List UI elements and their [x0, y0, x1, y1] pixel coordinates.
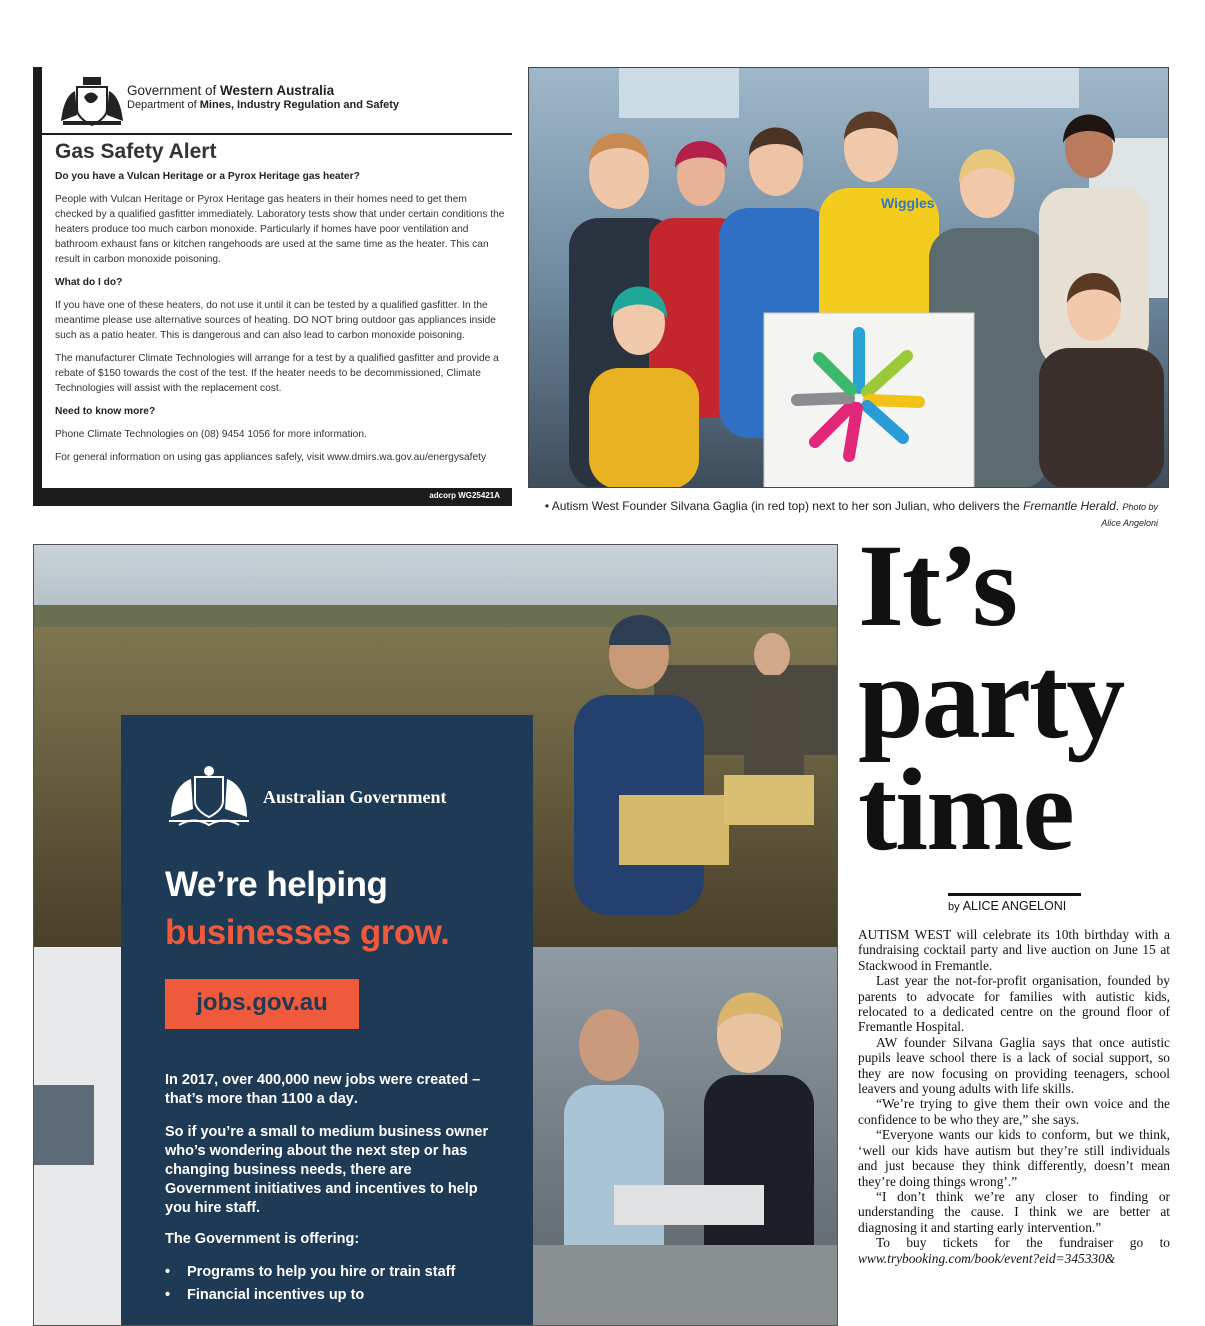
gas-paragraph: The manufacturer Climate Technologies will arrange for a test by a qualified gasfitter and provide a rebate of $150 towards the cost of the test. If the heater needs to be decommissioned, Climate Technologies will assist with the replacement cost. [55, 353, 499, 394]
ad-code: adcorp WG25421A [429, 491, 500, 500]
jobs-headline-white: We’re helping [165, 865, 388, 904]
article-paragraph: “We’re trying to give them their own voice and the confidence to be who they are,” she says. [858, 1096, 1170, 1127]
ticket-link[interactable]: www.trybooking.com/book/event?eid=345330& [858, 1250, 1116, 1266]
wa-government-name: Government of Western Australia [127, 83, 335, 98]
gas-alert-title: Gas Safety Alert [55, 140, 217, 163]
australian-government-name: Australian Government [263, 787, 447, 807]
article-paragraph: Last year the not-for-profit organisation, founded by parents to advocate for families with autistic kids, relocated to a dedicated centre on the ground floor of Fremantle Hospital. [858, 973, 1170, 1035]
gas-website-info: For general information on using gas appliances safely, visit www.dmirs.wa.gov.au/energysafety [55, 452, 487, 463]
gas-phone-info: Phone Climate Technologies on (08) 9454 1056 for more information. [55, 429, 367, 440]
wa-coat-of-arms-icon [57, 75, 127, 129]
gas-paragraph: People with Vulcan Heritage or Pyrox Heritage gas heaters in their homes need to get them checked by a qualified gasfitter immediately. Laboratory tests show that under certain conditions the heaters produce too much carbon monoxide. Particularly if homes have poor ventilation and bathroom exhaust fans or kitchen rangehoods are used at the same time as the heater. This can result in carbon monoxide poisoning. [55, 194, 505, 265]
wa-department-name: Department of Mines, Industry Regulation and Safety [127, 99, 400, 111]
jobs-ad-panel [121, 715, 533, 1326]
article-paragraph: AUTISM WEST will celebrate its 10th birthday with a fundraising cocktail party and live auction on June 15 at Stackwood in Fremantle. [858, 927, 1170, 973]
group-photo [528, 67, 1169, 488]
article-paragraph: “Everyone wants our kids to conform, but we think, ‘well our kids have autism but they’re still individuals and just because they think differently, doesn’t mean they’re doing things wrong’.” [858, 1127, 1170, 1189]
article-paragraph: To buy tickets for the fundraiser go to www.trybooking.com/book/event?eid=345330& [858, 1235, 1170, 1266]
article-paragraph: “I don’t think we’re any closer to finding or understanding the cause. I think we are better at diagnosing it and starting early intervention.” [858, 1188, 1170, 1235]
photo-caption: • Autism West Founder Silvana Gaglia (in red top) next to her son Julian, who delivers the Fremantle Herald. Photo by Alice Angeloni [544, 499, 1158, 528]
list-item: • Financial incentives up to [165, 1287, 365, 1303]
list-item: • Programs to help you hire or train staff [165, 1264, 456, 1280]
group-photo-illustration [529, 68, 1169, 488]
ad-left-bar [33, 67, 42, 506]
jobs-url-box [165, 979, 359, 1029]
jobs-url: jobs.gov.au [196, 989, 328, 1016]
gas-question-heater: Do you have a Vulcan Heritage or a Pyrox Heritage gas heater? [55, 171, 360, 182]
gas-ad-body [55, 139, 505, 473]
jobs-offer-list [165, 1263, 465, 1309]
australian-coat-of-arms-icon [165, 763, 253, 829]
jobs-offer-heading: The Government is offering: [165, 1231, 360, 1247]
gas-paragraph: If you have one of these heaters, do not use it until it can be tested by a qualified gasfitter. In the meantime please use alternative sources of heating. DO NOT bring outdoor gas appliances inside such as a patio heater. This is dangerous and can also lead to carbon monoxide poisoning. [55, 300, 496, 341]
jobs-stat: In 2017, over 400,000 new jobs were created – that’s more than 1100 a day. [165, 1072, 481, 1107]
gas-question-what-to-do: What do I do? [55, 277, 123, 288]
article-body [858, 927, 1170, 1266]
article-headline: It’s party time [858, 520, 1124, 875]
ad-header-rule [42, 133, 512, 135]
jobs-headline-orange: businesses grow. [165, 913, 450, 952]
jobs-paragraph: So if you’re a small to medium business owner who’s wondering about the next step or has changing business needs, there are Government initiatives and incentives to help you hire staff. [165, 1124, 489, 1216]
gas-question-more-info: Need to know more? [55, 406, 156, 417]
gas-safety-ad [33, 67, 512, 506]
byline-rule [948, 893, 1081, 896]
jobs-gov-ad [33, 544, 838, 1326]
article-paragraph: AW founder Silvana Gaglia says that once autistic pupils leave school there is a lack of social support, so they are now focusing on providing teenagers, school leavers and young adults with life skills. [858, 1034, 1170, 1097]
article-byline: by ALICE ANGELONI [948, 899, 1067, 913]
wiggles-logo-text: Wiggles [881, 195, 935, 211]
